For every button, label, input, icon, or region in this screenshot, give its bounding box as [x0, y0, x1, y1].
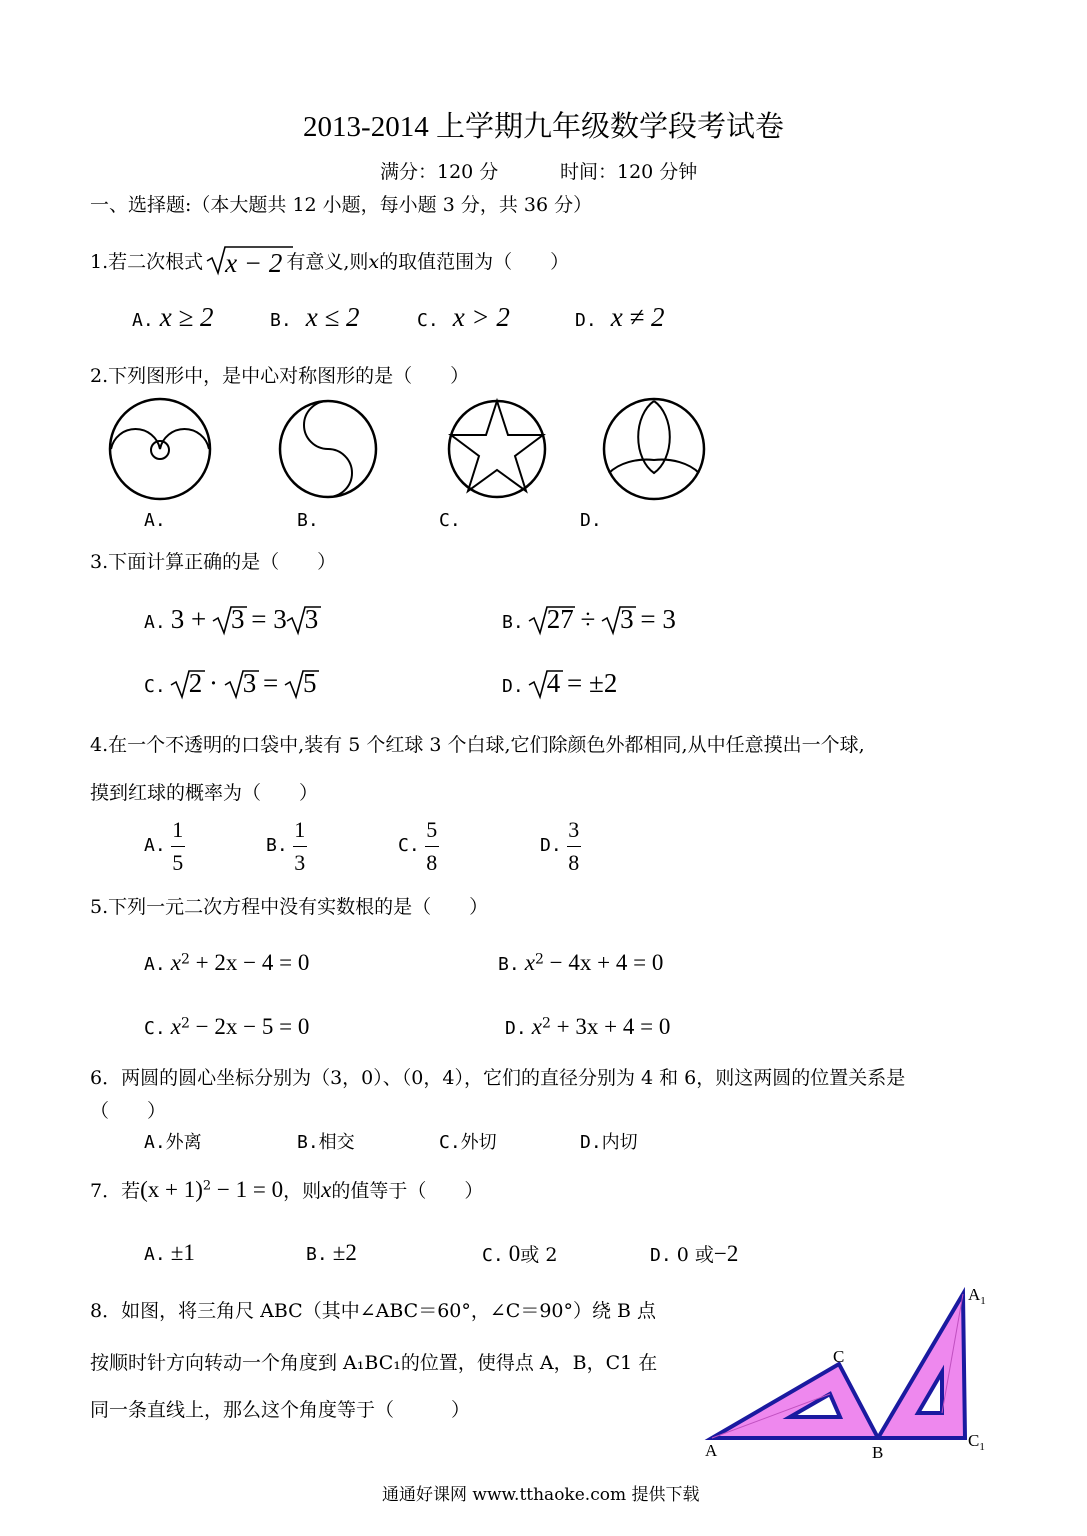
q1-option-b-label: B.	[270, 310, 292, 331]
q4-option-c-label: C.	[398, 835, 420, 856]
q4-d-den: 8	[568, 850, 580, 875]
q6-option-c[interactable]: C.外切	[439, 1132, 497, 1153]
q1-option-d[interactable]	[575, 302, 665, 333]
q1-option-b-expr: x ≤ 2	[305, 302, 360, 332]
question-6-stem-line1: 6．两圆的圆心坐标分别为（3，0）、（0，4），它们的直径分别为 4 和 6，则这两圆的位置关系是	[90, 1067, 906, 1089]
q4-option-a[interactable]	[144, 818, 185, 875]
q3-option-c-label: C.	[144, 676, 166, 697]
q3-a-pre: 3 +	[170, 604, 214, 634]
q4-d-num: 3	[568, 817, 580, 842]
question-4-stem-line2: 摸到红球的概率为（ ）	[90, 782, 319, 804]
q3-b-mid: ÷	[573, 604, 603, 634]
q3-c-r1: 2	[188, 668, 203, 698]
q5-b-rest: − 4x + 4 = 0	[543, 950, 664, 975]
q3-option-b[interactable]	[502, 604, 676, 635]
q1-option-b[interactable]	[270, 302, 360, 333]
q1-option-d-expr: x ≠ 2	[610, 302, 665, 332]
q1-option-a-expr: x ≥ 2	[159, 302, 214, 332]
question-1-stem	[90, 244, 570, 278]
q5-d-base: x	[531, 1014, 542, 1039]
q3-c-sqrt2	[225, 668, 257, 698]
label-c: C	[833, 1347, 845, 1366]
q1-text: 1.若二次根式	[90, 251, 204, 273]
q1-option-c-expr: x > 2	[452, 302, 510, 332]
time-label: 时间：120 分钟	[560, 161, 698, 183]
q7-option-d-label: D.	[650, 1245, 672, 1266]
q3-b-sqrt2	[602, 604, 634, 634]
q2-option-c[interactable]: C.	[439, 510, 461, 531]
q8-figure	[0, 1280, 1087, 1500]
q3-c-mid: ·	[202, 668, 225, 698]
q1-text3: 的取值范围为（ ）	[379, 251, 570, 273]
q4-option-b[interactable]	[266, 818, 307, 875]
q3-b-r1: 27	[546, 604, 574, 634]
q3-option-d-label: D.	[502, 676, 524, 697]
q7-option-b[interactable]	[306, 1240, 357, 1266]
q5-option-c[interactable]	[144, 1014, 309, 1040]
q3-c-r2: 3	[242, 668, 257, 698]
q3-option-a-label: A.	[144, 612, 166, 633]
q3-a-mid: = 3	[244, 604, 287, 634]
q5-d-exp: 2	[542, 1015, 551, 1032]
q7-option-d[interactable]	[650, 1240, 738, 1267]
triangle-a1bc1	[878, 1294, 965, 1438]
q7-option-c-label: C.	[482, 1245, 504, 1266]
q2-option-d[interactable]: D.	[580, 510, 602, 531]
q7-text3: 的值等于（ ）	[331, 1180, 484, 1202]
q5-option-c-label: C.	[144, 1018, 166, 1039]
q4-option-d[interactable]	[540, 818, 581, 875]
question-8-stem-line2: 按顺时针方向转动一个角度到 A₁BC₁的位置，使得点 A，B，C1 在	[90, 1352, 658, 1374]
q4-b-frac	[293, 818, 307, 875]
label-a1-sub: 1	[980, 1295, 986, 1307]
q2-figure-d[interactable]	[604, 399, 704, 499]
q7-c-suffix: 或 2	[520, 1244, 558, 1266]
q3-c-r3: 5	[303, 668, 317, 698]
q7-var: x	[321, 1177, 332, 1202]
q2-figure-c[interactable]	[449, 401, 545, 497]
q5-d-rest: + 3x + 4 = 0	[550, 1014, 671, 1039]
q4-b-den: 3	[294, 850, 306, 875]
q4-a-num: 1	[172, 817, 184, 842]
q1-text2: 有意义,则	[286, 251, 369, 273]
q1-sqrt	[207, 248, 282, 279]
q4-b-num: 1	[294, 817, 306, 842]
label-a1-letter: A	[968, 1285, 981, 1304]
q3-c-sqrt3	[285, 668, 317, 698]
q7-b-val: ±2	[332, 1240, 357, 1265]
q3-a-sqrt2	[287, 604, 319, 634]
q2-figure-b[interactable]	[280, 401, 376, 497]
q7-expr-b: − 1 = 0	[211, 1177, 284, 1202]
q2-figures	[0, 398, 1087, 508]
footer-credit: 通通好课网 www.tthaoke.com 提供下载	[382, 1485, 700, 1505]
question-8-stem-line3: 同一条直线上，那么这个角度等于（ ）	[90, 1399, 471, 1421]
q3-b-sqrt1	[529, 604, 574, 634]
q3-option-a[interactable]	[144, 604, 318, 635]
q5-a-base: x	[170, 950, 181, 975]
q1-option-c-label: C.	[417, 310, 439, 331]
q3-b-post: = 3	[633, 604, 676, 634]
q3-option-d[interactable]	[502, 668, 617, 699]
q2-figure-a[interactable]	[110, 399, 210, 499]
q7-exp: 2	[202, 1178, 212, 1194]
q7-d-suffix: −2	[713, 1241, 739, 1266]
label-c1	[968, 1431, 985, 1453]
q5-option-b[interactable]	[498, 950, 663, 976]
q3-d-r1: 4	[546, 668, 561, 698]
q7-d-val: 0 或	[676, 1244, 714, 1266]
q1-option-c[interactable]	[417, 302, 510, 333]
q1-radicand: x − 2	[225, 248, 283, 278]
q6-option-d[interactable]: D.内切	[580, 1132, 638, 1153]
q5-b-base: x	[524, 950, 535, 975]
q4-c-frac	[425, 818, 439, 875]
score-label: 满分：120 分	[380, 161, 499, 183]
q5-option-b-label: B.	[498, 954, 520, 975]
q3-option-c[interactable]	[144, 668, 317, 699]
q4-option-a-label: A.	[144, 835, 166, 856]
question-7-stem	[90, 1176, 483, 1203]
q7-option-a-label: A.	[144, 1244, 166, 1265]
label-b: B	[872, 1443, 884, 1462]
label-a1	[968, 1285, 986, 1307]
q6-option-a[interactable]: A.外离	[144, 1132, 202, 1153]
label-c1-letter: C	[968, 1431, 980, 1450]
q6-option-b[interactable]: B.相交	[297, 1132, 355, 1153]
label-c1-sub: 1	[979, 1441, 985, 1453]
q4-option-b-label: B.	[266, 835, 288, 856]
q3-a-sqrt1	[213, 604, 245, 634]
q3-option-b-label: B.	[502, 612, 524, 633]
question-2-stem: 2.下列图形中，是中心对称图形的是（ ）	[90, 365, 470, 387]
q5-c-rest: − 2x − 5 = 0	[189, 1014, 310, 1039]
q7-text2: ，则	[283, 1180, 322, 1202]
q4-c-den: 8	[426, 850, 438, 875]
q7-expr-a: (x + 1)	[140, 1177, 203, 1202]
q5-b-exp: 2	[535, 951, 544, 968]
q5-option-d-label: D.	[505, 1018, 527, 1039]
q2-option-a[interactable]: A.	[144, 510, 166, 531]
q4-a-den: 5	[172, 850, 184, 875]
triangle-abc	[712, 1364, 878, 1438]
q1-var: x	[368, 251, 380, 273]
q5-a-rest: + 2x − 4 = 0	[189, 950, 310, 975]
q7-option-b-label: B.	[306, 1244, 328, 1265]
q3-d-post: = ±2	[560, 668, 618, 698]
section-heading: 一、选择题:（本大题共 12 小题，每小题 3 分，共 36 分）	[90, 194, 593, 216]
q5-option-d[interactable]	[505, 1014, 670, 1040]
q3-a-r1: 3	[231, 604, 245, 634]
q3-c-mid2: =	[256, 668, 286, 698]
q1-option-d-label: D.	[575, 310, 597, 331]
question-8-stem-line1: 8．如图，将三角尺 ABC（其中∠ABC＝60°，∠C＝90°）绕 B 点	[90, 1300, 657, 1322]
question-5-stem: 5.下列一元二次方程中没有实数根的是（ ）	[90, 896, 489, 918]
q4-option-d-label: D.	[540, 835, 562, 856]
q5-c-exp: 2	[181, 1015, 190, 1032]
q5-c-base: x	[170, 1014, 181, 1039]
q3-c-sqrt1	[171, 668, 203, 698]
label-a: A	[705, 1441, 718, 1460]
q4-d-frac	[567, 818, 581, 875]
q3-d-sqrt1	[529, 668, 561, 698]
page-title: 2013-2014 上学期九年级数学段考试卷	[303, 111, 784, 143]
q3-a-r2: 3	[304, 604, 319, 634]
q7-option-a[interactable]	[144, 1240, 195, 1266]
q3-b-r2: 3	[620, 604, 634, 634]
q7-c-val: 0	[508, 1241, 521, 1266]
q7-a-val: ±1	[170, 1240, 195, 1265]
q5-option-a-label: A.	[144, 954, 166, 975]
q2-option-b[interactable]: B.	[297, 510, 319, 531]
question-4-stem-line1: 4.在一个不透明的口袋中,装有 5 个红球 3 个白球,它们除颜色外都相同,从中任意摸出一个球,	[90, 734, 865, 756]
q4-option-c[interactable]	[398, 818, 439, 875]
q7-text: 7．若	[90, 1180, 141, 1202]
q1-option-a-label: A.	[132, 310, 154, 331]
q7-option-c[interactable]	[482, 1240, 557, 1267]
question-3-stem: 3.下面计算正确的是（ ）	[90, 551, 337, 573]
question-6-stem-line2: （ ）	[90, 1100, 167, 1122]
q4-c-num: 5	[426, 817, 438, 842]
q4-a-frac	[171, 818, 185, 875]
q1-option-a[interactable]	[132, 302, 214, 333]
q5-option-a[interactable]	[144, 950, 309, 976]
q5-a-exp: 2	[181, 951, 190, 968]
